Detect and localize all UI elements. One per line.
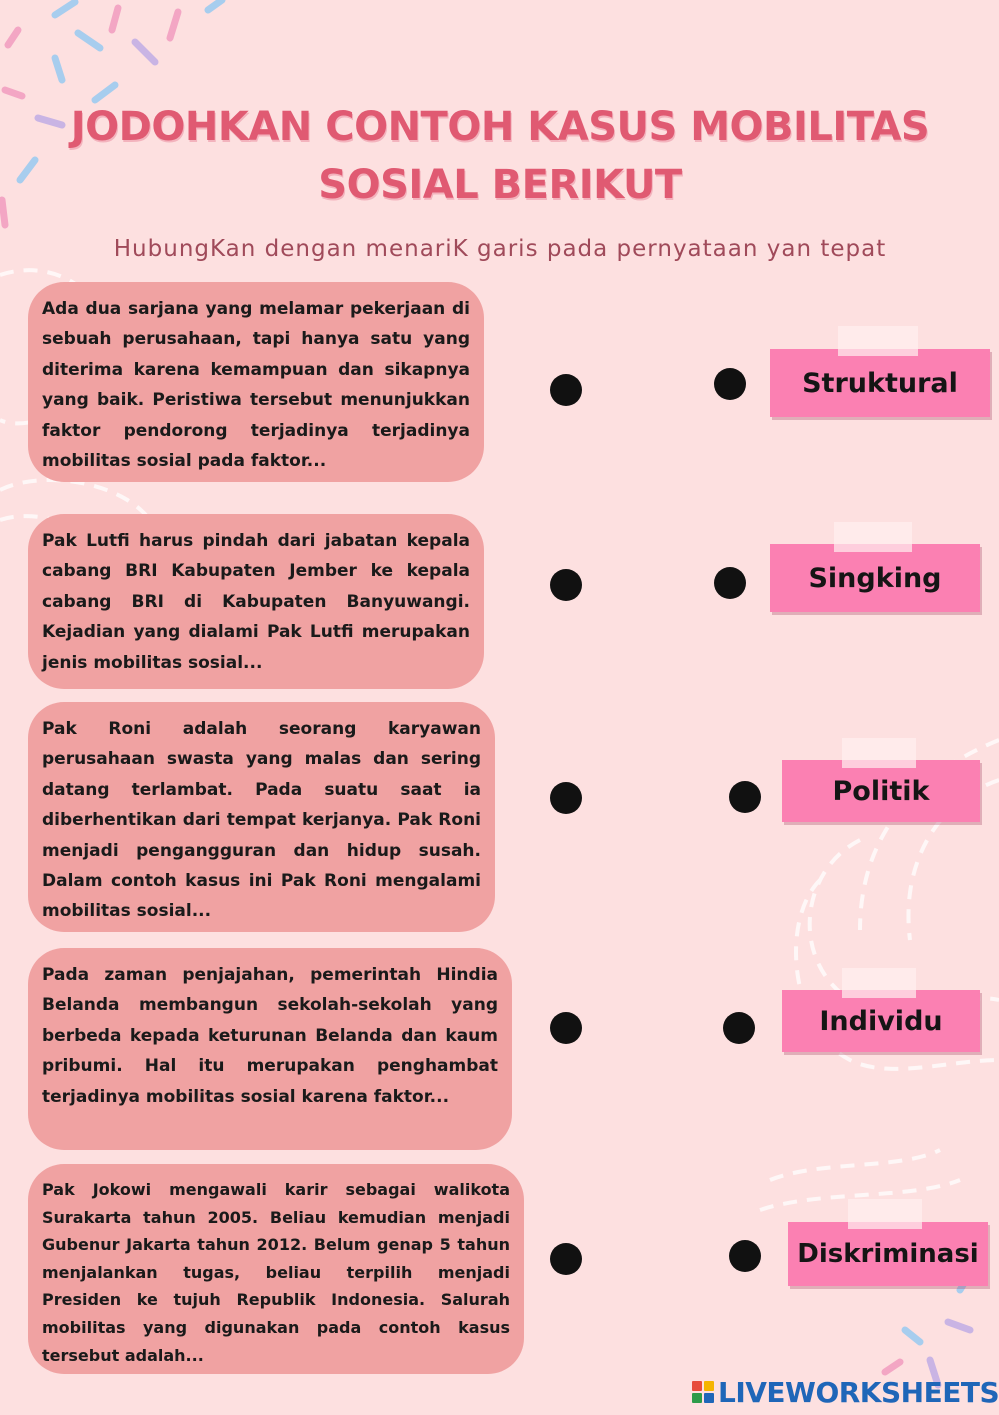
answer-label: Struktural [802,367,958,399]
tape-decoration [842,738,916,768]
answer-tag-struktural [770,349,990,417]
tape-decoration [838,326,918,356]
title-line-2: SOSIAL BERIKUT [318,162,682,208]
answer-label: Singking [808,562,942,594]
question-dot-2[interactable] [550,569,582,601]
instructions-subtitle: HubungKan dengan menariK garis pada pernyataan yan tepat [113,236,887,262]
answer-tag-diskriminasi [788,1222,988,1286]
question-box-1: Ada dua sarjana yang melamar pekerjaan di sebuah perusahaan, tapi hanya satu yang diterima karena kemampuan dan sikapnya yang baik. Peristiwa tersebut menunjukkan faktor pendorong terjadinya terjadinya mobilitas sosial pada faktor... [28,282,484,482]
logo-text: LIVEWORKSHEETS [718,1375,999,1409]
answer-dot-2[interactable] [714,567,746,599]
tape-decoration [842,968,916,998]
answer-tag-singking [770,544,980,612]
answer-label: Individu [819,1005,943,1037]
question-box-4: Pada zaman penjajahan, pemerintah Hindia Belanda membangun sekolah-sekolah yang berbeda kepada keturunan Belanda dan kaum pribumi. Hal itu merupakan penghambat terjadinya mobilitas sosial karena faktor... [28,948,512,1150]
logo-icon [692,1381,714,1403]
tape-decoration [834,522,912,552]
question-dot-4[interactable] [550,1012,582,1044]
answer-dot-5[interactable] [729,1240,761,1272]
tape-decoration [848,1199,922,1229]
answer-dot-1[interactable] [714,368,746,400]
question-box-5: Pak Jokowi mengawali karir sebagai walikota Surakarta tahun 2005. Beliau kemudian menjadi Gubenur Jakarta tahun 2012. Belum genap 5 tahun menjalankan tugas, beliau terpilih menjadi Presiden ke tujuh Republik Indonesia. Salurah mobilitas yang digunakan pada contoh kasus tersebut adalah... [28,1164,524,1374]
answer-label: Politik [832,775,930,807]
question-dot-3[interactable] [550,782,582,814]
question-box-2: Pak Lutfi harus pindah dari jabatan kepala cabang BRI Kabupaten Jember ke kepala cabang BRI di Kabupaten Banyuwangi. Kejadian yang dialami Pak Lutfi merupakan jenis mobilitas sosial... [28,514,484,689]
answer-dot-4[interactable] [723,1012,755,1044]
question-dot-1[interactable] [550,374,582,406]
answer-tag-individu [782,990,980,1052]
question-dot-5[interactable] [550,1243,582,1275]
question-box-3: Pak Roni adalah seorang karyawan perusahaan swasta yang malas dan sering datang terlambat. Pada suatu saat ia diberhentikan dari tempat kerjanya. Pak Roni menjadi pengangguran dan hidup susah. Dalam contoh kasus ini Pak Roni mengalami mobilitas sosial... [28,702,495,932]
answer-label: Diskriminasi [797,1239,979,1269]
answer-tag-politik [782,760,980,822]
liveworksheets-logo [692,1374,999,1410]
page-title [60,98,940,214]
answer-dot-3[interactable] [729,781,761,813]
title-line-1: JODOHKAN CONTOH KASUS MOBILITAS [70,104,930,150]
